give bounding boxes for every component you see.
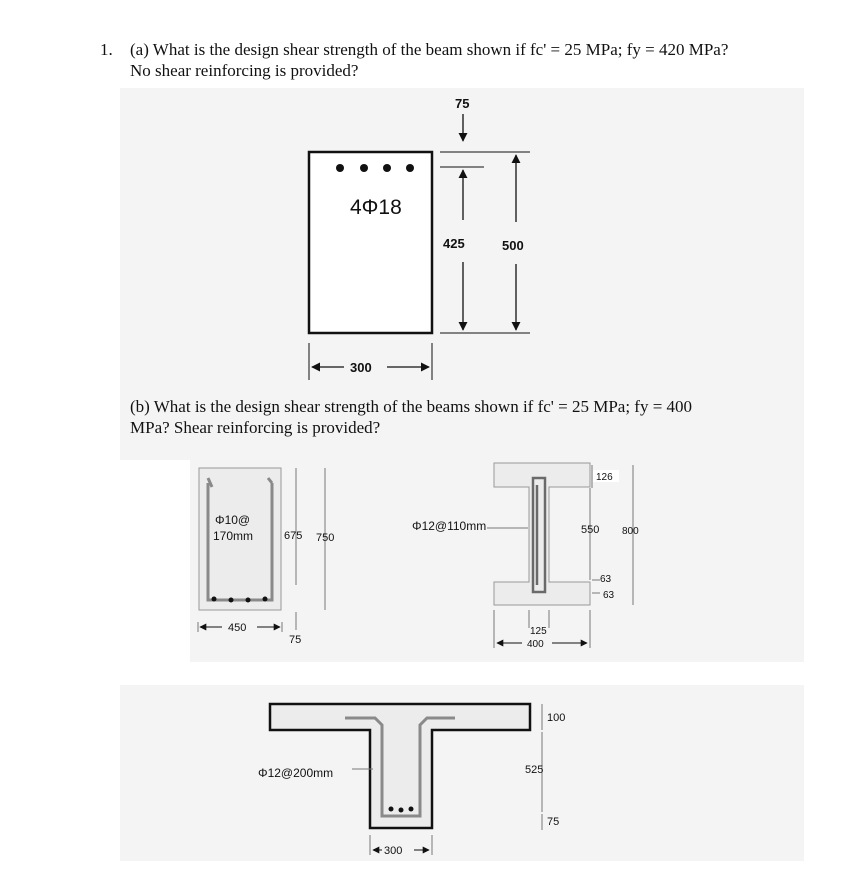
beam-a-section [309, 152, 432, 333]
beam-b2-flange-width: 400 [527, 639, 544, 650]
figure-b1 [198, 468, 334, 646]
beam-a-width: 300 [350, 360, 372, 375]
beam-b2-flange-thickness: 126 [596, 472, 613, 483]
beam-b1-stirrup-line1: Φ10@ [215, 513, 251, 527]
beam-b1-width: 450 [228, 622, 247, 634]
beam-b2-section [494, 463, 590, 605]
beam-b2-total-depth: 800 [622, 526, 639, 537]
beam-b1-cover: 75 [289, 634, 302, 646]
question-a-line1: (a) What is the design shear strength of the beam shown if fc' = 25 MPa; fy = 420 MPa? [130, 40, 729, 59]
beam-c-cover: 75 [547, 816, 560, 828]
beam-b2-stirrup-label: Φ12@110mm [412, 519, 487, 533]
question-b-line1: (b) What is the design shear strength of the beams shown if fc' = 25 MPa; fy = 400 [130, 397, 693, 416]
figure-c [258, 704, 565, 857]
beam-a-bars-label: 4Φ18 [350, 196, 402, 219]
figure-b2 [412, 463, 639, 650]
beam-c-stirrup-label: Φ12@200mm [258, 766, 334, 780]
question-b-line2: MPa? Shear reinforcing is provided? [130, 418, 381, 437]
beam-c-web-width: 300 [384, 845, 403, 857]
question-a-line2: No shear reinforcing is provided? [130, 61, 359, 80]
beam-a-cover-label: 75 [455, 96, 470, 111]
beam-b1-stirrup-line2: 170mm [213, 529, 254, 543]
beam-a-total-depth: 500 [502, 238, 524, 253]
beam-c-flange-thickness: 100 [547, 712, 566, 724]
beam-b2-dim-63b: 63 [603, 590, 615, 601]
beam-b1-effective-depth: 675 [284, 530, 303, 542]
beam-a-effective-depth: 425 [443, 236, 465, 251]
question-a-number: 1. [100, 40, 113, 59]
figure-a [309, 96, 530, 380]
beam-b2-web-depth: 550 [581, 524, 600, 536]
beam-c-depth: 525 [525, 764, 544, 776]
beam-b1-total-depth: 750 [316, 532, 335, 544]
beam-b2-web-width: 125 [530, 626, 547, 637]
beam-b2-dim-63a: 63 [600, 574, 612, 585]
